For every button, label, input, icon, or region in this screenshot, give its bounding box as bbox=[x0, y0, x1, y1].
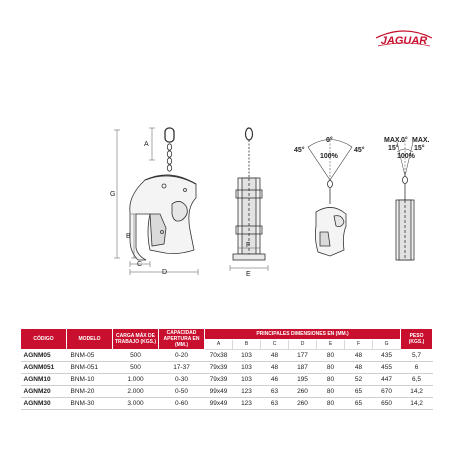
cell-dim-c: 63 bbox=[261, 398, 289, 410]
cell-dim-f: 65 bbox=[345, 398, 373, 410]
cell-model: BNM-051 bbox=[67, 362, 113, 374]
cell-code: AGNM30 bbox=[21, 398, 67, 410]
cell-capacity: 3.000 bbox=[113, 398, 159, 410]
cell-weight: 6 bbox=[401, 362, 433, 374]
cell-dim-d: 187 bbox=[289, 362, 317, 374]
cell-code: AGNM10 bbox=[21, 374, 67, 386]
cell-opening: 17-37 bbox=[159, 362, 205, 374]
cell-weight: 6,5 bbox=[401, 374, 433, 386]
cell-dim-d: 195 bbox=[289, 374, 317, 386]
cell-dim-f: 48 bbox=[345, 362, 373, 374]
cell-code: AGNM051 bbox=[21, 362, 67, 374]
cell-dim-c: 63 bbox=[261, 386, 289, 398]
max-label-top: 0° bbox=[401, 137, 408, 144]
angle-label-right: 45° bbox=[354, 147, 365, 154]
table-row bbox=[21, 374, 433, 386]
angle-label-center: 100% bbox=[320, 153, 338, 160]
header-dim-g: G bbox=[373, 339, 401, 350]
cell-dim-e: 80 bbox=[317, 386, 345, 398]
cell-dim-g: 435 bbox=[373, 350, 401, 362]
cell-dim-b: 123 bbox=[233, 386, 261, 398]
cell-dim-e: 80 bbox=[317, 374, 345, 386]
max-label-center: 100% bbox=[397, 153, 415, 160]
cell-dim-f: 65 bbox=[345, 386, 373, 398]
header-dim-f: F bbox=[345, 339, 373, 350]
cell-dim-b: 123 bbox=[233, 398, 261, 410]
cell-dim-g: 670 bbox=[373, 386, 401, 398]
cell-weight: 5,7 bbox=[401, 350, 433, 362]
cell-dim-a: 99x49 bbox=[205, 398, 233, 410]
cell-model: BNM-20 bbox=[67, 386, 113, 398]
cell-dim-f: 52 bbox=[345, 374, 373, 386]
side-view bbox=[230, 128, 268, 278]
cell-dim-f: 48 bbox=[345, 350, 373, 362]
header-opening: CAPACIDAD APERTURA EN (MM.) bbox=[159, 329, 205, 350]
cell-opening: 0-50 bbox=[159, 386, 205, 398]
dim-label-f: F bbox=[246, 242, 251, 249]
dim-label-b: B bbox=[126, 233, 131, 240]
header-code: CÓDIGO bbox=[21, 329, 67, 350]
front-view bbox=[110, 128, 198, 276]
cell-dim-e: 80 bbox=[317, 362, 345, 374]
cell-dim-e: 80 bbox=[317, 350, 345, 362]
cell-dim-a: 79x39 bbox=[205, 374, 233, 386]
header-weight: PESO (KGS.) bbox=[401, 329, 433, 350]
cell-model: BNM-10 bbox=[67, 374, 113, 386]
max-deg-left: 15° bbox=[388, 145, 399, 152]
max-label-right: MAX. bbox=[412, 137, 430, 144]
header-dimensions: PRINCIPALES DIMENSIONES EN (MM.) bbox=[205, 329, 401, 340]
cell-opening: 0-60 bbox=[159, 398, 205, 410]
table-row bbox=[21, 350, 433, 362]
cell-dim-c: 46 bbox=[261, 374, 289, 386]
cell-capacity: 500 bbox=[113, 350, 159, 362]
angle-view bbox=[294, 136, 365, 256]
max-angle-view bbox=[384, 136, 430, 260]
cell-code: AGNM20 bbox=[21, 386, 67, 398]
angle-label-left: 45° bbox=[294, 147, 305, 154]
cell-dim-g: 455 bbox=[373, 362, 401, 374]
logo-text: JAGUAR bbox=[380, 35, 428, 47]
cell-model: BNM-05 bbox=[67, 350, 113, 362]
cell-dim-a: 99x49 bbox=[205, 386, 233, 398]
cell-dim-a: 70x38 bbox=[205, 350, 233, 362]
cell-dim-c: 48 bbox=[261, 350, 289, 362]
cell-weight: 14,2 bbox=[401, 398, 433, 410]
cell-dim-c: 48 bbox=[261, 362, 289, 374]
cell-capacity: 500 bbox=[113, 362, 159, 374]
cell-dim-d: 260 bbox=[289, 398, 317, 410]
cell-weight: 14,2 bbox=[401, 386, 433, 398]
dim-label-d: D bbox=[162, 269, 168, 276]
cell-capacity: 2.000 bbox=[113, 386, 159, 398]
cell-dim-b: 103 bbox=[233, 350, 261, 362]
table-row bbox=[21, 362, 433, 374]
cell-dim-g: 447 bbox=[373, 374, 401, 386]
spec-table bbox=[20, 328, 433, 410]
cell-dim-d: 260 bbox=[289, 386, 317, 398]
cell-capacity: 1.000 bbox=[113, 374, 159, 386]
cell-dim-d: 177 bbox=[289, 350, 317, 362]
angle-label-top: 0° bbox=[326, 137, 333, 144]
header-dim-e: E bbox=[317, 339, 345, 350]
max-deg-right: 15° bbox=[414, 145, 425, 152]
cell-opening: 0-20 bbox=[159, 350, 205, 362]
cell-code: AGNM05 bbox=[21, 350, 67, 362]
header-dim-d: D bbox=[289, 339, 317, 350]
header-dim-c: C bbox=[261, 339, 289, 350]
cell-dim-b: 103 bbox=[233, 362, 261, 374]
table-row bbox=[21, 386, 433, 398]
cell-dim-g: 650 bbox=[373, 398, 401, 410]
header-dim-a: A bbox=[205, 339, 233, 350]
dim-label-e: E bbox=[246, 271, 251, 278]
dim-label-a: A bbox=[144, 141, 149, 148]
dim-label-g: G bbox=[110, 191, 116, 198]
cell-dim-a: 79x39 bbox=[205, 362, 233, 374]
cell-opening: 0-30 bbox=[159, 374, 205, 386]
cell-dim-b: 103 bbox=[233, 374, 261, 386]
max-label-left: MAX. bbox=[384, 137, 402, 144]
header-capacity: CARGA MÁX DE TRABAJO (KGS.) bbox=[113, 329, 159, 350]
dim-label-c: C bbox=[137, 261, 143, 268]
header-model: MODELO bbox=[67, 329, 113, 350]
cell-model: BNM-30 bbox=[67, 398, 113, 410]
table-row bbox=[21, 398, 433, 410]
header-dim-b: B bbox=[233, 339, 261, 350]
cell-dim-e: 80 bbox=[317, 398, 345, 410]
